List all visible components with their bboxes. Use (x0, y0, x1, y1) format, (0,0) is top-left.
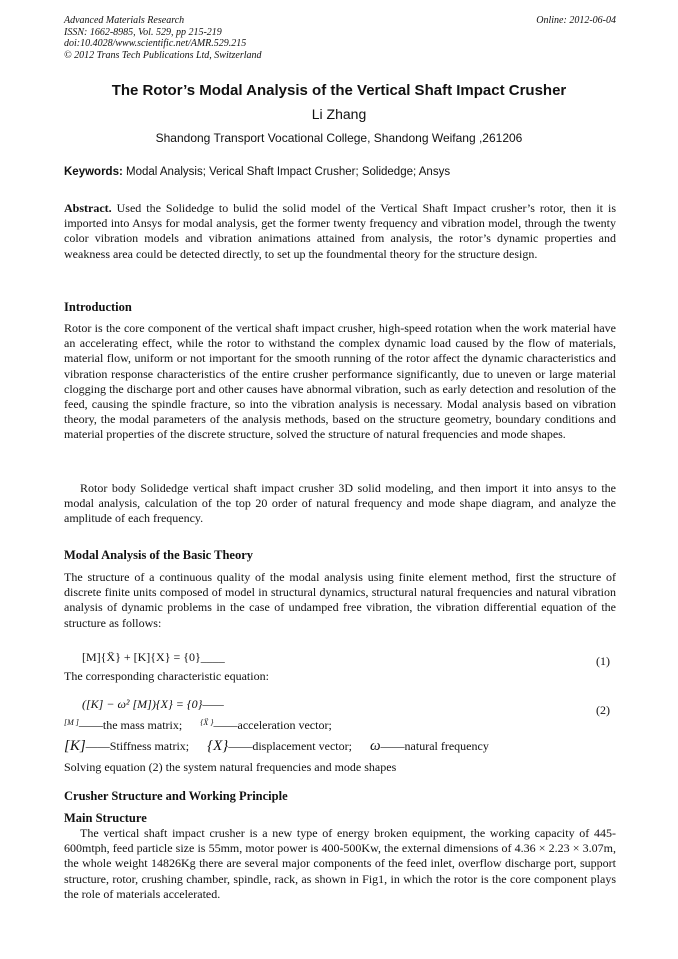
equation-1: [M]{Ẍ} + [K]{X} = {0}____ (82, 650, 225, 664)
definition-line-1 (64, 718, 332, 733)
symbol-stiffness-matrix: [K] (64, 738, 86, 754)
keywords-label: Keywords: (64, 166, 123, 178)
stiffness-definition: ——Stiffness matrix; (85, 739, 190, 753)
symbol-displacement: {X} (207, 738, 229, 754)
definition-line-2 (64, 738, 489, 755)
online-date: Online: 2012-06-04 (536, 15, 616, 26)
doi: doi:10.4028/www.scientific.net/AMR.529.215 (64, 38, 247, 49)
solving-text: Solving equation (2) the system natural frequencies and mode shapes (64, 760, 397, 774)
theory-paragraph: The structure of a continuous quality of the modal analysis using finite element method, first the structure of discrete finite units composed of model in structural dynamics, structural natural frequencies and natural vibration analysis of dynamic problems in the case of undamped free vibration, the vibration differential equation of the structure as follows: (64, 570, 616, 630)
section-heading-crusher: Crusher Structure and Working Principle (64, 789, 288, 803)
equation-1-number: (1) (596, 654, 610, 668)
symbol-acceleration: {Ẍ } (200, 718, 214, 727)
affiliation: Shandong Transport Vocational College, Shandong Weifang ,261206 (155, 131, 523, 145)
acceleration-definition: ——acceleration vector; (213, 718, 332, 732)
intro-paragraph-2: Rotor body Solidedge vertical shaft impact crusher 3D solid modeling, and then import it into ansys to the modal analysis, calculation of the top 20 order of natural frequency and mode shape diagram, and analyze the amplitude of each frequency. (64, 481, 616, 526)
intro-paragraph-1: Rotor is the core component of the vertical shaft impact crusher, high-speed rotation when the work material have an accelerating effect, while the rotor to withstand the complex dynamic load caused by the flow of materials, material flow, uniform or not important for the smooth running of the rotor affect the dynamic characteristics and vibration response characteristics of the entire crusher performance significantly, due to uneven or large material clogging the discharge port and other causes have abnormal vibration, such as early detection and resolution of the feed, causing the spindle fracture, so into the vibration analysis is necessary. Modal analysis based on vibration theory, the modal parameters of the analysis methods, based on the structure geometry, boundary conditions and material properties of the discrete structure, solved the structure of natural frequencies and mode shapes. (64, 321, 616, 442)
natural-frequency-definition: ——natural frequency (380, 739, 489, 753)
abstract (64, 201, 616, 262)
section-heading-introduction: Introduction (64, 300, 132, 314)
mass-matrix-definition: ——the mass matrix; (78, 718, 183, 732)
symbol-omega: ω (369, 738, 381, 754)
abstract-text: Used the Solidedge to bulid the solid model of the Vertical Shaft Impact crusher’s rotor, then it is imported into Ansys for modal analysis, get the former twenty frequency and vibration model, through the twenty color vibration models and vibration animations attained from analysis, the rotor’s dynamic properties and weakness area could be detected directly, to set up the foundmental theory for the structure design. (64, 201, 616, 261)
issn: ISSN: 1662-8985, Vol. 529, pp 215-219 (64, 26, 222, 38)
symbol-mass-matrix: [M ] (64, 718, 79, 727)
journal-header (64, 15, 616, 61)
equation-2-number: (2) (596, 703, 610, 717)
displacement-definition: ——displacement vector; (228, 739, 352, 753)
section-heading-theory: Modal Analysis of the Basic Theory (64, 548, 254, 562)
paper-title: The Rotor’s Modal Analysis of the Vertical Shaft Impact Crusher (111, 82, 567, 99)
author: Li Zhang (311, 106, 367, 122)
equation-2: ([K] − ω² [M]){X} = {0}—— (82, 697, 224, 711)
keywords-text: Modal Analysis; Verical Shaft Impact Crusher; Solidedge; Ansys (122, 166, 451, 178)
journal-name: Advanced Materials Research (64, 15, 185, 26)
copyright: © 2012 Trans Tech Publications Ltd, Switzerland (64, 49, 262, 61)
keywords (64, 166, 616, 178)
characteristic-equation-text: The corresponding characteristic equation: (64, 669, 269, 683)
abstract-label: Abstract. (64, 201, 112, 215)
subheading-main-structure: Main Structure (64, 811, 147, 825)
crusher-paragraph: The vertical shaft impact crusher is a new type of energy broken equipment, the working capacity of 445-600mtph, feed particle size is 55mm, motor power is 400-500Kw, the external dimensions of 4.36 × 2.23 × 3.07m, the whole weight 14826Kg there are several major components of the feed inlet, overflow discharge port, support structure, rotor, crushing chamber, spindle, rack, as shown in Fig1, in which the rotor is the core component plays the role of materials accelerated. (64, 826, 616, 901)
